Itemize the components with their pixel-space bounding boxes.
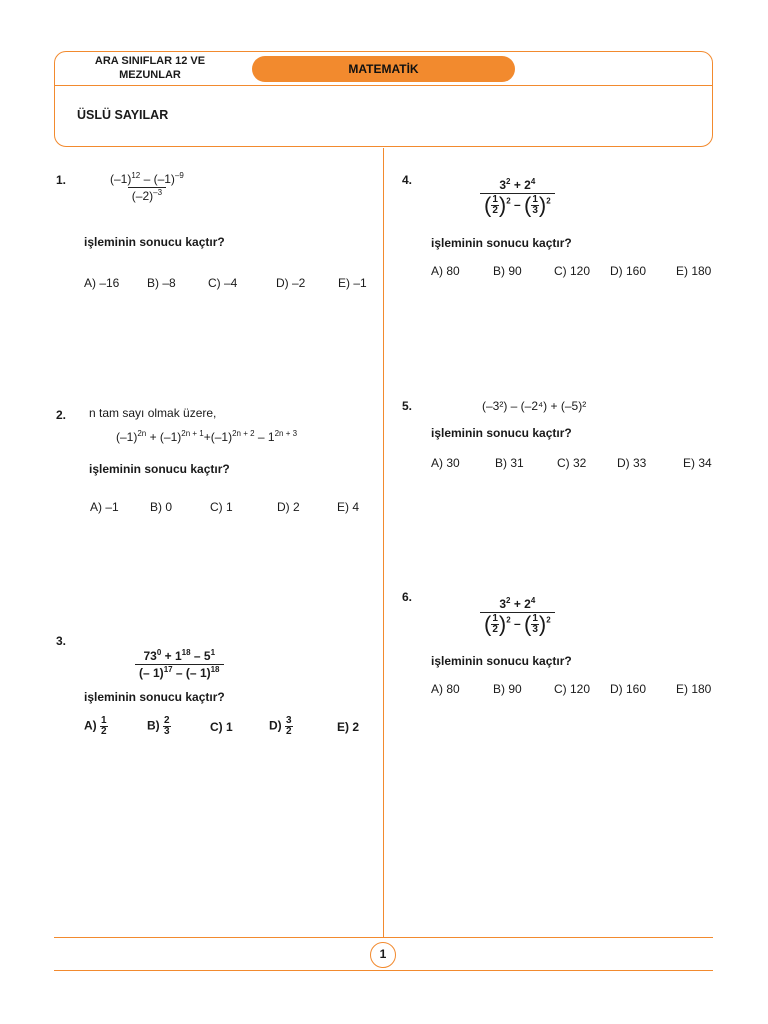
question-6-prompt: işleminin sonucu kaçtır?	[431, 654, 572, 668]
question-5-number: 5.	[402, 399, 413, 413]
question-4-prompt: işleminin sonucu kaçtır?	[431, 236, 572, 250]
question-1-option-c[interactable]: C) –4	[208, 276, 238, 290]
question-5-option-c[interactable]: C) 32	[557, 456, 587, 470]
column-divider	[383, 148, 384, 938]
question-4-option-e[interactable]: E) 180	[676, 264, 712, 278]
question-3-option-c[interactable]: C) 1	[210, 720, 233, 734]
question-5-option-a[interactable]: A) 30	[431, 456, 460, 470]
question-2-expression: $(-1)^{2n} + (-1)^{2n + 1}+(-1)^{2n + 2} - 1^{2n + 3}$	[116, 429, 298, 444]
grade-label: ARA SINIFLAR 12 VE MEZUNLAR	[94, 55, 206, 81]
question-4-option-d[interactable]: D) 160	[610, 264, 647, 278]
question-6-option-b[interactable]: B) 90	[493, 682, 522, 696]
question-2-option-b[interactable]: B) 0	[150, 500, 173, 514]
question-4-option-b[interactable]: B) 90	[493, 264, 522, 278]
question-5-option-d[interactable]: D) 33	[617, 456, 647, 470]
question-2-option-e[interactable]: E) 4	[337, 500, 360, 514]
question-6-option-e[interactable]: E) 180	[676, 682, 712, 696]
footer-line-top	[54, 937, 713, 938]
question-5-option-e[interactable]: E) 34	[683, 456, 712, 470]
question-1-option-e[interactable]: E) –1	[338, 276, 367, 290]
question-2-option-c[interactable]: C) 1	[210, 500, 233, 514]
subject-badge: MATEMATİK	[252, 56, 515, 82]
question-3-option-d[interactable]: D) $\frac{3}{2}$	[269, 715, 292, 737]
question-6-option-a[interactable]: A) 80	[431, 682, 460, 696]
question-3-expression: $\frac{73^0 + 1^{18} - 5^1}{(- 1)^{17} - (- 1)^{18}}$	[135, 649, 224, 680]
question-1-option-d[interactable]: D) –2	[276, 276, 306, 290]
question-6-option-d[interactable]: D) 160	[610, 682, 647, 696]
footer-line-bottom	[54, 970, 713, 971]
question-1-expression: $\frac{(-1)^{12} - (-1)^{-9}}{(-2)^{-3}}$	[110, 171, 184, 203]
question-4-option-c[interactable]: C) 120	[554, 264, 591, 278]
question-4-number: 4.	[402, 173, 413, 187]
question-4-option-a[interactable]: A) 80	[431, 264, 460, 278]
question-5-expression: (–3²) – (–2⁴) + (–5)²	[482, 399, 587, 413]
question-2-option-a[interactable]: A) –1	[90, 500, 119, 514]
question-2-number: 2.	[56, 408, 67, 422]
question-2-intro: n tam sayı olmak üzere,	[89, 406, 217, 420]
question-1-prompt: işleminin sonucu kaçtır?	[84, 235, 225, 249]
question-1-number: 1.	[56, 173, 67, 187]
question-2-prompt: işleminin sonucu kaçtır?	[89, 462, 230, 476]
question-3-prompt: işleminin sonucu kaçtır?	[84, 690, 225, 704]
question-5-prompt: işleminin sonucu kaçtır?	[431, 426, 572, 440]
question-6-expression: $3^2 + 2^4$ ( $\frac{1}{2}$ )$^2$ – ( $\frac{1}{3}$ )$^2$	[480, 597, 555, 635]
header-divider	[55, 85, 712, 86]
question-1-option-b[interactable]: B) –8	[147, 276, 176, 290]
question-3-option-b[interactable]: B) $\frac{2}{3}$	[147, 715, 170, 737]
question-3-number: 3.	[56, 634, 67, 648]
topic-title: ÜSLÜ SAYILAR	[77, 108, 169, 122]
question-2-option-d[interactable]: D) 2	[277, 500, 300, 514]
question-5-option-b[interactable]: B) 31	[495, 456, 524, 470]
page-number: 1	[370, 942, 396, 968]
question-4-expression: $3^2 + 2^4$ ( $\frac{1}{2}$ )$^2$ – ( $\frac{1}{3}$ )$^2$	[480, 178, 555, 216]
question-1-option-a[interactable]: A) –16	[84, 276, 120, 290]
question-6-option-c[interactable]: C) 120	[554, 682, 591, 696]
question-6-number: 6.	[402, 590, 413, 604]
question-3-option-e[interactable]: E) 2	[337, 720, 360, 734]
question-3-option-a[interactable]: A) $\frac{1}{2}$	[84, 715, 107, 737]
